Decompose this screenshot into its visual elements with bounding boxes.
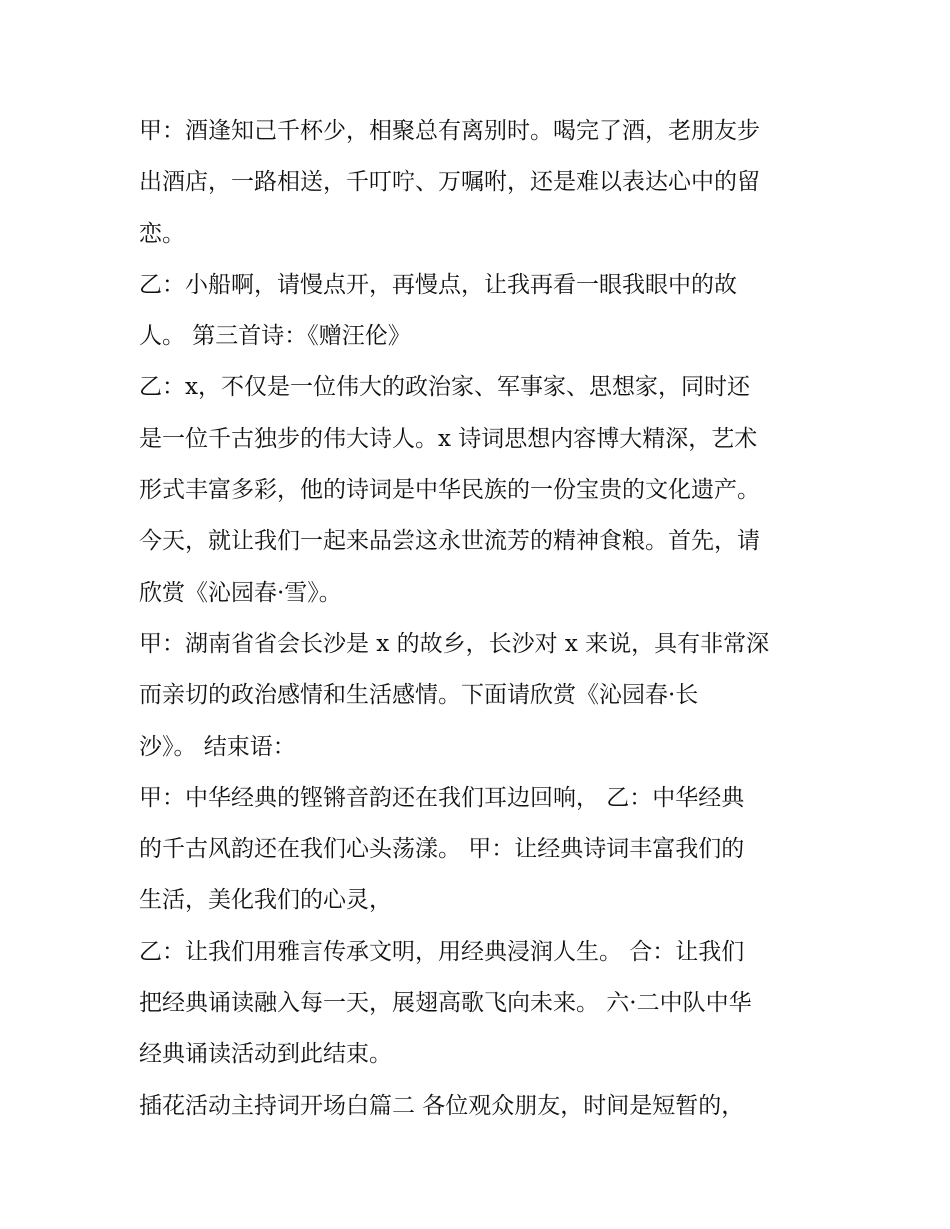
document-body bbox=[139, 106, 819, 1132]
text-line: 经典诵读活动到此结束。 bbox=[139, 1041, 392, 1068]
text-line: 乙：x，不仅是一位伟大的政治家、军事家、思想家，同时还 bbox=[139, 374, 750, 401]
text-line: 乙：让我们用雅言传承文明，用经典浸润人生。 合：让我们 bbox=[139, 938, 745, 965]
text-line: 人。 第三首诗：《赠汪伦》 bbox=[139, 323, 411, 350]
text-line: 甲：湖南省省会长沙是 x 的故乡，长沙对 x 来说，具有非常深 bbox=[139, 630, 770, 657]
text-line: 欣赏《沁园春·雪》。 bbox=[139, 579, 342, 606]
text-line: 插花活动主持词开场白篇二 各位观众朋友，时间是短暂的， bbox=[139, 1092, 745, 1119]
text-line: 把经典诵读融入每一天，展翅高歌飞向未来。 六·二中队中华 bbox=[139, 990, 752, 1017]
text-line: 恋。 bbox=[139, 220, 185, 247]
text-line: 是一位千古独步的伟大诗人。x 诗词思想内容博大精深，艺术 bbox=[139, 425, 758, 452]
text-line: 沙》。 结束语： bbox=[139, 733, 296, 760]
text-line: 的千古风韵还在我们心头荡漾。 甲：让经典诗词丰富我们的 bbox=[139, 836, 745, 863]
text-line: 出酒店，一路相送，千叮咛、万嘱咐，还是难以表达心中的留 bbox=[139, 169, 760, 196]
text-line: 形式丰富多彩，他的诗词是中华民族的一份宝贵的文化遗产。 bbox=[139, 477, 760, 504]
text-line: 生活，美化我们的心灵， bbox=[139, 887, 392, 914]
text-line: 甲：中华经典的铿锵音韵还在我们耳边回响， 乙：中华经典 bbox=[139, 784, 745, 811]
text-line: 甲：酒逢知己千杯少，相聚总有离别时。喝完了酒，老朋友步 bbox=[139, 118, 760, 144]
text-line: 今天，就让我们一起来品尝这永世流芳的精神食粮。首先，请 bbox=[139, 528, 760, 555]
text-line: 而亲切的政治感情和生活感情。下面请欣赏《沁园春·长 bbox=[139, 682, 699, 709]
text-line: 乙：小船啊，请慢点开，再慢点，让我再看一眼我眼中的故 bbox=[139, 271, 737, 298]
